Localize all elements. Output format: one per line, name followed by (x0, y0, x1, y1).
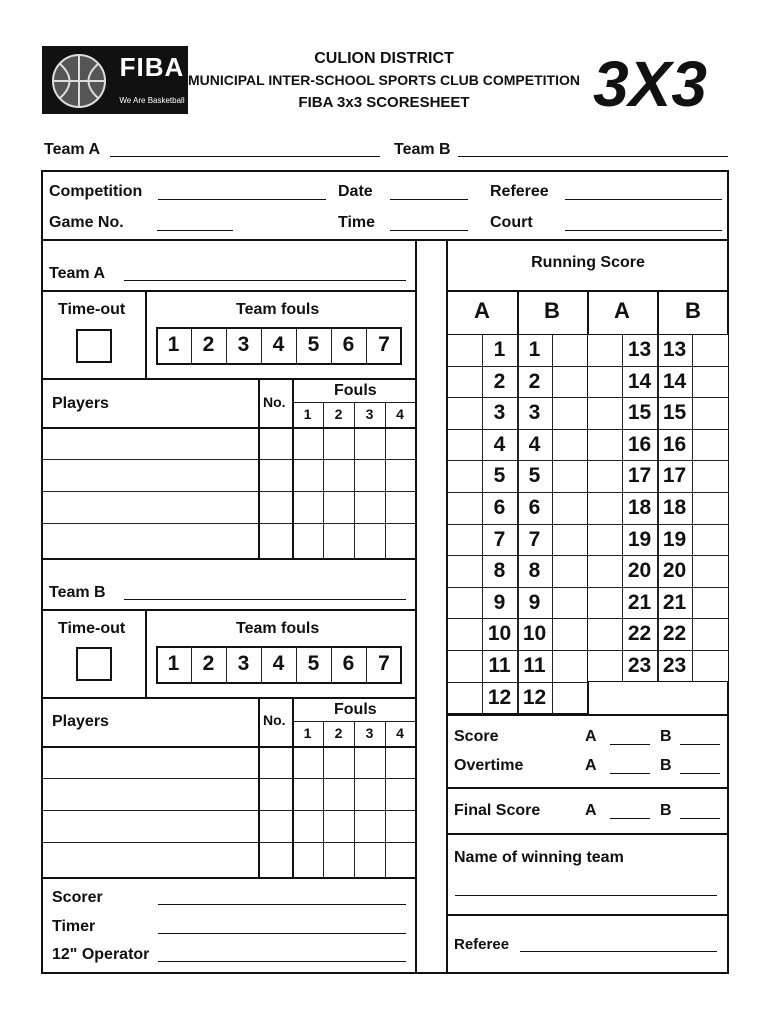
scorer-label: Scorer (52, 889, 103, 906)
running-score-b-number[interactable]: 16 (662, 432, 687, 456)
referee-label: Referee (490, 183, 549, 200)
score-b-field[interactable] (680, 744, 720, 745)
running-score-b-number[interactable]: 13 (662, 338, 687, 361)
team-b-foul-2[interactable]: 2 (202, 652, 215, 675)
running-score-b-number[interactable]: 8 (528, 559, 541, 583)
running-score-a-number[interactable]: 11 (488, 654, 511, 677)
overtime-b-field[interactable] (680, 773, 720, 774)
team-a-foul-col-1: 1 (303, 406, 312, 422)
divider (446, 787, 729, 789)
team-b-timeout-label: Time-out (58, 620, 126, 637)
running-col-a2: A (614, 298, 630, 323)
game-no-field[interactable] (157, 230, 233, 231)
team-b-name-field[interactable] (458, 156, 728, 157)
final-b-field[interactable] (680, 818, 720, 819)
running-score-b-number[interactable]: 20 (662, 559, 687, 583)
team-a-foul-2[interactable]: 2 (202, 333, 215, 356)
running-score-a-number[interactable]: 9 (493, 590, 506, 614)
final-referee-field[interactable] (520, 951, 717, 952)
team-a-section-name-field[interactable] (124, 280, 406, 281)
running-score-b-number[interactable]: 14 (662, 369, 687, 393)
running-score-a-number[interactable]: 3 (493, 401, 506, 425)
overtime-a-field[interactable] (610, 773, 650, 774)
score-a-field[interactable] (610, 744, 650, 745)
team-a-foul-col-4: 4 (396, 406, 404, 422)
running-score-b-number[interactable]: 4 (528, 432, 541, 456)
team-b-players-label: Players (52, 713, 109, 730)
team-b-foul-1[interactable]: 1 (167, 652, 180, 675)
running-score-a-number[interactable]: 13 (627, 338, 652, 361)
team-a-foul-3[interactable]: 3 (237, 333, 250, 356)
running-score-b-number[interactable]: 23 (662, 654, 687, 677)
running-score-a-number[interactable]: 6 (493, 496, 506, 519)
team-a-foul-6[interactable]: 6 (342, 333, 355, 356)
team-b-fouls-label: Fouls (334, 701, 377, 718)
court-field[interactable] (565, 230, 722, 231)
final-a-label: A (585, 802, 597, 819)
running-col-a1: A (474, 298, 490, 323)
competition-field[interactable] (158, 199, 326, 200)
operator-label: 12" Operator (52, 946, 150, 963)
running-score-a-number[interactable]: 16 (627, 432, 652, 456)
team-a-no-label: No. (263, 394, 286, 410)
divider (41, 697, 415, 699)
divider (41, 609, 415, 611)
running-score-title: Running Score (531, 254, 645, 271)
header-scoresheet-title: FIBA 3x3 SCORESHEET (298, 94, 470, 111)
running-score-a-number[interactable]: 12 (487, 685, 512, 709)
team-b-foul-6[interactable]: 6 (342, 652, 355, 675)
divider (354, 721, 355, 877)
team-a-players-label: Players (52, 395, 109, 412)
referee-field[interactable] (565, 199, 722, 200)
team-b-foul-5[interactable]: 5 (307, 652, 320, 675)
operator-field[interactable] (158, 961, 406, 962)
timer-label: Timer (52, 918, 96, 935)
running-score-a-number[interactable]: 4 (493, 432, 506, 456)
divider (41, 746, 415, 748)
divider (385, 721, 386, 877)
team-a-foul-4[interactable]: 4 (272, 333, 285, 356)
team-b-foul-3[interactable]: 3 (237, 652, 250, 675)
divider (292, 697, 294, 877)
running-score-a-number[interactable]: 18 (627, 496, 652, 519)
running-col-b1: B (544, 298, 560, 323)
running-score-b-number[interactable]: 2 (528, 369, 541, 393)
divider (446, 914, 729, 916)
running-score-a-number[interactable]: 15 (627, 401, 652, 425)
final-b-label: B (660, 802, 672, 819)
divider (446, 833, 729, 835)
running-score-a-number[interactable]: 8 (493, 559, 506, 583)
divider (41, 239, 729, 241)
divider (41, 877, 415, 879)
divider (258, 697, 260, 877)
running-score-b-number[interactable]: 9 (528, 590, 541, 614)
running-score-b-number[interactable]: 12 (522, 685, 547, 709)
running-score-b-number[interactable]: 17 (662, 464, 687, 488)
running-score-a-number[interactable]: 23 (627, 654, 652, 677)
team-b-foul-col-2: 2 (334, 725, 343, 741)
divider (41, 378, 415, 380)
3x3-logo (572, 48, 728, 114)
running-score-b-number[interactable]: 15 (662, 401, 687, 425)
team-b-foul-col-1: 1 (303, 725, 312, 741)
header-district: CULION DISTRICT (314, 50, 454, 67)
team-b-player-row[interactable] (41, 778, 415, 779)
final-referee-label: Referee (454, 936, 510, 953)
team-a-player-row[interactable] (41, 523, 415, 524)
team-a-name-field[interactable] (110, 156, 380, 157)
team-a-foul-col-3: 3 (365, 406, 374, 422)
team-b-foul-col-3: 3 (365, 725, 374, 741)
team-a-player-row[interactable] (41, 491, 415, 492)
divider (145, 290, 147, 378)
winning-team-label: Name of winning team (454, 849, 624, 866)
time-label: Time (338, 214, 376, 231)
winning-team-field[interactable] (455, 895, 717, 896)
divider (41, 427, 415, 429)
divider (323, 402, 324, 558)
team-a-foul-7[interactable]: 7 (378, 333, 390, 356)
team-a-foul-1[interactable]: 1 (167, 333, 180, 356)
divider (258, 378, 260, 558)
date-label: Date (338, 183, 373, 200)
running-score-b-number[interactable]: 18 (662, 496, 687, 519)
running-score-a-number[interactable]: 22 (627, 622, 652, 646)
competition-label: Competition (49, 183, 143, 200)
running-score-b-number[interactable]: 7 (528, 527, 541, 551)
running-score-b-number[interactable]: 11 (523, 654, 546, 677)
running-score-a-number[interactable]: 7 (493, 527, 506, 551)
running-score-b-number[interactable]: 19 (662, 527, 687, 551)
overtime-a-label: A (585, 757, 597, 774)
top-team-b-label: Team B (394, 141, 451, 158)
team-b-section-label: Team B (49, 584, 106, 601)
running-score-b-number[interactable]: 10 (522, 622, 547, 646)
team-b-no-label: No. (263, 712, 286, 728)
divider (292, 378, 294, 558)
score-label: Score (454, 728, 499, 745)
team-b-player-row[interactable] (41, 810, 415, 811)
running-score-a-number[interactable]: 17 (627, 464, 652, 488)
team-a-fouls-label: Fouls (334, 382, 377, 399)
team-b-player-row[interactable] (41, 842, 415, 843)
team-a-section-label: Team A (49, 265, 106, 282)
overtime-b-label: B (660, 757, 672, 774)
fiba-logo-text: FIBA (119, 52, 185, 82)
team-a-foul-5[interactable]: 5 (307, 333, 320, 356)
running-score-b-number[interactable]: 5 (528, 464, 541, 488)
running-score-a-number[interactable]: 2 (493, 369, 506, 393)
score-a-label: A (585, 728, 597, 745)
running-score-a-number[interactable]: 20 (627, 559, 652, 583)
team-a-team-fouls-label: Team fouls (236, 301, 320, 318)
team-b-foul-col-4: 4 (396, 725, 404, 741)
final-score-label: Final Score (454, 802, 541, 819)
running-score-b-number[interactable]: 3 (528, 401, 541, 425)
fiba-tagline: We Are Basketball (119, 96, 185, 105)
running-score-a-number[interactable]: 19 (627, 527, 652, 551)
running-score-b-number[interactable]: 1 (528, 338, 541, 361)
scorer-field[interactable] (158, 904, 406, 905)
divider (354, 402, 355, 558)
team-a-foul-col-2: 2 (334, 406, 343, 422)
divider (41, 558, 415, 560)
running-score-b-number[interactable]: 21 (662, 590, 687, 614)
date-field[interactable] (390, 199, 468, 200)
team-b-section-name-field[interactable] (124, 599, 406, 600)
game-no-label: Game No. (49, 214, 124, 231)
header-competition: MUNICIPAL INTER-SCHOOL SPORTS CLUB COMPETITION (187, 72, 580, 88)
divider (385, 402, 386, 558)
divider (692, 334, 693, 682)
team-b-foul-7[interactable]: 7 (378, 652, 390, 675)
running-score-b-number[interactable]: 6 (528, 496, 541, 519)
team-a-player-row[interactable] (41, 459, 415, 460)
timer-field[interactable] (158, 933, 406, 934)
divider (446, 714, 729, 716)
score-b-label: B (660, 728, 672, 745)
running-col-b2: B (685, 298, 701, 323)
running-score-a-number[interactable]: 14 (627, 369, 652, 393)
running-score-a-number[interactable]: 5 (493, 464, 506, 488)
overtime-label: Overtime (454, 757, 524, 774)
divider (145, 609, 147, 697)
time-field[interactable] (390, 230, 468, 231)
team-a-timeout-box[interactable] (76, 329, 112, 363)
court-label: Court (490, 214, 533, 231)
running-score-b-number[interactable]: 22 (662, 622, 687, 646)
divider (323, 721, 324, 877)
top-team-a-label: Team A (44, 141, 101, 158)
team-b-team-fouls-label: Team fouls (236, 620, 320, 637)
team-b-foul-4[interactable]: 4 (272, 652, 285, 675)
running-score-a-number[interactable]: 21 (627, 590, 652, 614)
team-a-timeout-label: Time-out (58, 301, 126, 318)
team-b-timeout-box[interactable] (76, 647, 112, 681)
running-score-a-number[interactable]: 10 (487, 622, 512, 646)
divider (41, 290, 415, 292)
3x3-logo-text: 3X3 (593, 48, 707, 114)
divider (415, 239, 417, 974)
running-score-a-number[interactable]: 1 (493, 338, 506, 361)
final-a-field[interactable] (610, 818, 650, 819)
